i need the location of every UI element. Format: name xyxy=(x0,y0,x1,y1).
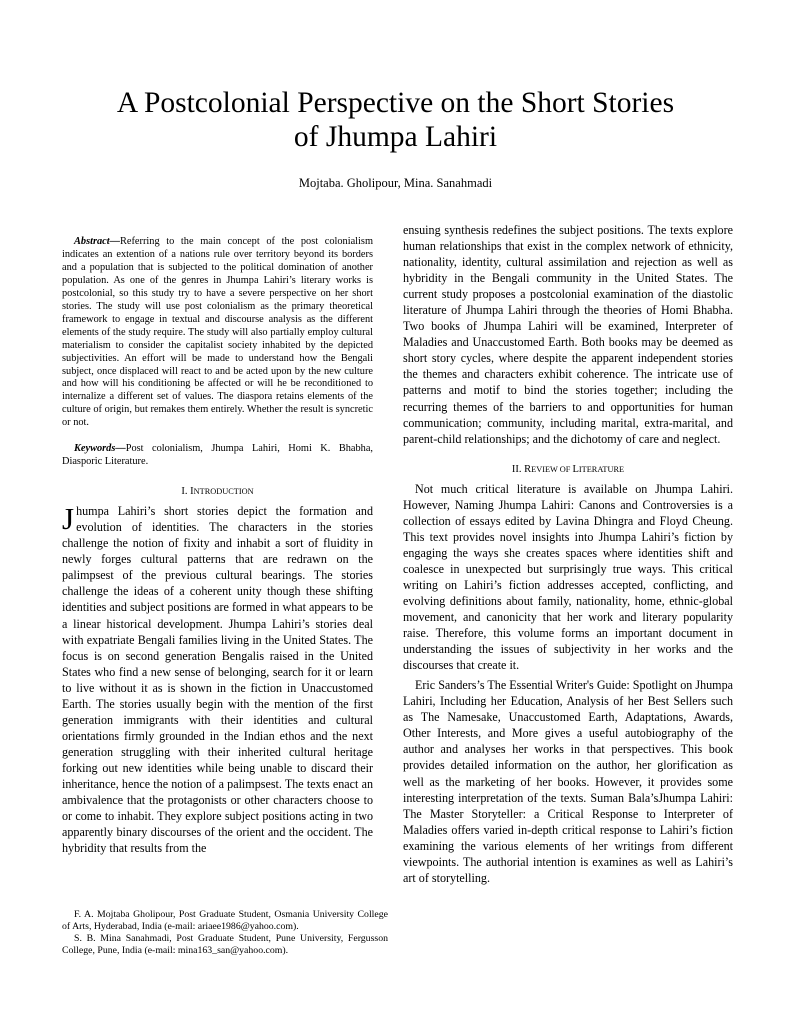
right-column xyxy=(403,222,733,886)
introduction-text: humpa Lahiri’s short stories depict the formation and evolution of identities. The characters in the stories challenge the notion of fixity and inhabit a sort of fluidity in newly forges cultural patterns that are redrawn on the palimpsest of the previous cultural bearings. The stories challenge the ideas of a coherent unity though these shifting identities and subject positions are formed in what appears to be a linear historical development. Jhumpa Lahiri’s stories deal with expatriate Bengali families living in the United States. The focus is on second generation Bengalis raised in the United States who find a new sense of belonging, search for it or learn to live without it as is shown in the fiction in Unaccustomed Earth. The stories usually begin with the mention of the first generation immigrants with their identities and cultural orientations firmly grounded in the Indian ethos and the next generation struggling with their inherited cultural heritage forking out new identities while being unable to discard their inheritance, hence the notion of a palimpsest. The texts enact an ambivalence that the protagonists or other characters choose to or come to inhabit. They explore subject positions acting in two apparently binary discourses of the orient and the occident. The hybridity that results from the xyxy=(62,504,373,856)
left-column xyxy=(62,222,373,856)
keywords-text: Post colonialism, Jhumpa Lahiri, Homi K. Bhabha, Diasporic Literature. xyxy=(62,443,373,468)
author-line: Mojtaba. Gholipour, Mina. Sanahmadi xyxy=(298,176,493,190)
footnote-author-2: S. B. Mina Sanahmadi, Post Graduate Student, Pune University, Fergusson College, Pune, India (e-mail: mina163_san@yahoo.com). xyxy=(62,933,388,957)
introduction-continuation: ensuing synthesis redefines the subject positions. The texts explore human relationships that exist in the complex network of ethnicity, nationality, identity, cultural assimilation and rejection as well as hybridity in the Bengali community in the United States. The current study proposes a postcolonial examination of the diastolic literature of Jhumpa Lahiri through the theories of Homi Bhabha. Two books of Jhumpa Lahiri will be examined, Interpreter of Maladies and Unaccustomed Earth. Both books may be deemed as short story cycles, where despite the apparent independent stories the themes and characters exhibit coherence. The intricate use of patterns and motif to bind the stories together; including the recurring themes of the barriers to and opportunities for human communication; community, including marital, extra-marital, and parent-child relationships; and the dichotomy of care and neglect. xyxy=(403,223,733,446)
keywords xyxy=(62,443,373,469)
review-paragraph-2: Eric Sanders’s The Essential Writer's Guide: Spotlight on Jhumpa Lahiri, Including her Education, Analysis of her Best Sellers such as The Namesake, Unaccustomed Earth, Adaptations, Awards, Other Interests, and More gives a useful autobiography of the author and analyses her works in that perspectives. This book provides detailed information on the author, her glorification as well as the marketing of her books. However, it provides some interesting interpretation of the texts. Suman Bala’sJhumpa Lahiri: The Master Storyteller: a Critical Response to Interpreter of Maladies offers varied in-depth critical response to Lahiri’s fiction examining the various elements of her writings from different viewpoints. The authorial intention is examines as well as Lahiri’s art of storytelling. xyxy=(403,678,733,885)
drop-cap: J xyxy=(62,501,75,537)
introduction-paragraph xyxy=(62,503,373,856)
paper-title xyxy=(40,86,751,154)
section-heading-introduction: I. INTRODUCTION xyxy=(181,486,254,498)
footnote-author-1: F. A. Mojtaba Gholipour, Post Graduate Student, Osmania University College of Arts, Hyderabad, India (e-mail: ariaee1986@yahoo.com). xyxy=(62,909,388,933)
paper-title-line-1: A Postcolonial Perspective on the Short Stories xyxy=(116,87,675,119)
paper-title-line-2: of Jhumpa Lahiri xyxy=(293,121,498,153)
keywords-label: Keywords— xyxy=(74,443,126,455)
review-paragraph-1: Not much critical literature is available on Jhumpa Lahiri. However, Naming Jhumpa Lahiri: Canons and Controversies is a collection of essays edited by Lavina Dhingra and Floyd Cheung. This text provides novel insights into Jhumpa Lahiri’s fiction by engaging the ways she creates spaces where identities shift and coalesce in unexpected but surprisingly true ways. This critical writing on Lahiri’s fiction addresses accepted, conflicting, and evolving definitions about family, nationality, home, ethnic-global movement, and canonicity that her work and literary popularity raise. Therefore, this volume forms an important document in understanding the issues of subjectivity in her works and the discourses that create it. xyxy=(403,481,733,673)
abstract-text: Referring to the main concept of the post colonialism indicates an extention of a nations rule over territory beyond its borders and a population that is subjected to the political domination of another population. As one of the genres in Jhumpa Lahiri’s literary works is postcolonial, so this study try to have a severe perspective on her short stories. The study will use post colonialism as the primary theoretical framework to engage in textual and discourse analysis as the different elements of the study require. The study will also partially employ cultural materialism to consider the capitalist society inhabited by the depicted subjectivities. An effort will be made to understand how the Bengali subject, once displaced will react to and be acted upon by the new culture and how will his conditioning be affected or will he be reconditioned to internalize a different set of values. The diaspora retains elements of the culture of origin, but remakes them entirely. Whether the result is syncretic or not. xyxy=(62,236,373,429)
footnotes xyxy=(62,909,388,957)
abstract-label: Abstract— xyxy=(74,236,120,247)
section-heading-review: II. REVIEW OF LITERATURE xyxy=(511,463,625,475)
abstract xyxy=(62,236,373,430)
